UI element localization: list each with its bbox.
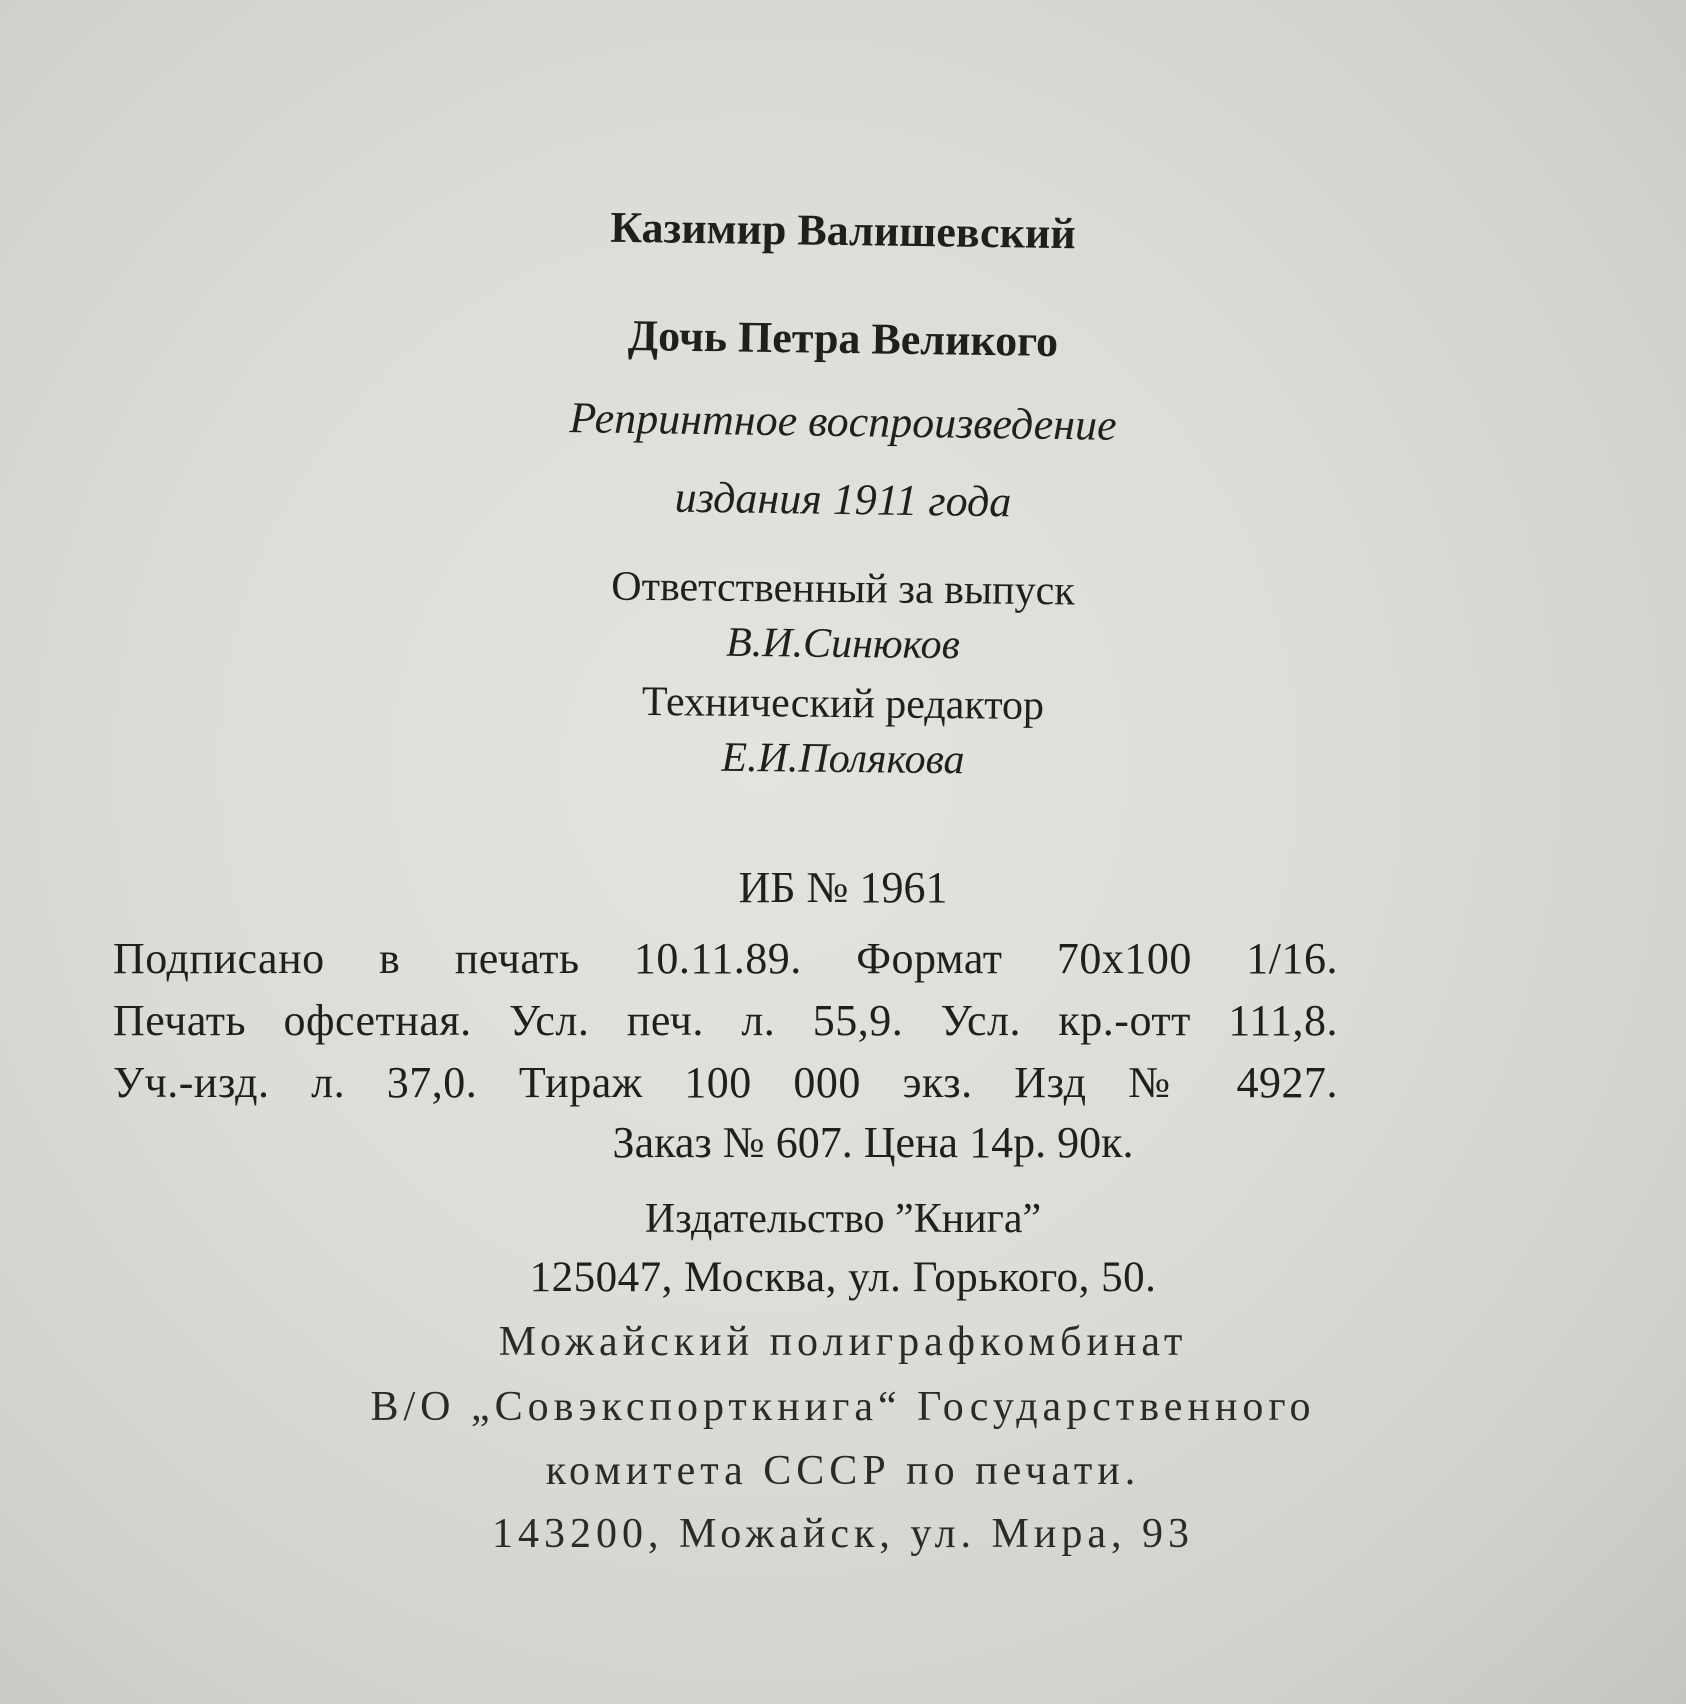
print-spec-line-3: Уч.-изд. л. 37,0. Тираж 100 000 экз. Изд № 4927. (113, 1058, 1338, 1107)
print-spec-line-1: Подписано в печать 10.11.89. Формат 70x100 1/16. (113, 934, 1338, 983)
reprint-note-line-2: издания 1911 года (674, 472, 1012, 527)
print-spec-line-2: Печать офсетная. Усл. печ. л. 55,9. Усл. кр.-отт 111,8. (113, 996, 1338, 1045)
book-title: Дочь Петра Великого (627, 310, 1059, 367)
publisher-name: Издательство ”Книга” (644, 1196, 1042, 1242)
order-price-line: Заказ № 607. Цена 14р. 90к. (612, 1118, 1134, 1167)
tech-editor-name: Е.И.Полякова (721, 734, 965, 784)
ib-number: ИБ № 1961 (738, 863, 948, 912)
publisher-address: 125047, Москва, ул. Горького, 50. (529, 1254, 1157, 1301)
responsible-name: В.И.Синюков (725, 619, 961, 669)
reprint-note-line-1: Репринтное воспроизведение (569, 393, 1117, 450)
printer-line-1: Можайский полиграфкомбинат (498, 1319, 1188, 1365)
author-name: Казимир Валишевский (609, 202, 1077, 259)
printer-line-4: 143200, Можайск, ул. Мира, 93 (491, 1511, 1194, 1557)
tech-editor-label: Технический редактор (641, 678, 1045, 730)
responsible-label: Ответственный за выпуск (611, 563, 1075, 615)
printer-line-2: В/О „Совэкспорткнига“ Государственного (370, 1384, 1316, 1430)
printer-line-3: комитета СССР по печати. (545, 1448, 1141, 1494)
